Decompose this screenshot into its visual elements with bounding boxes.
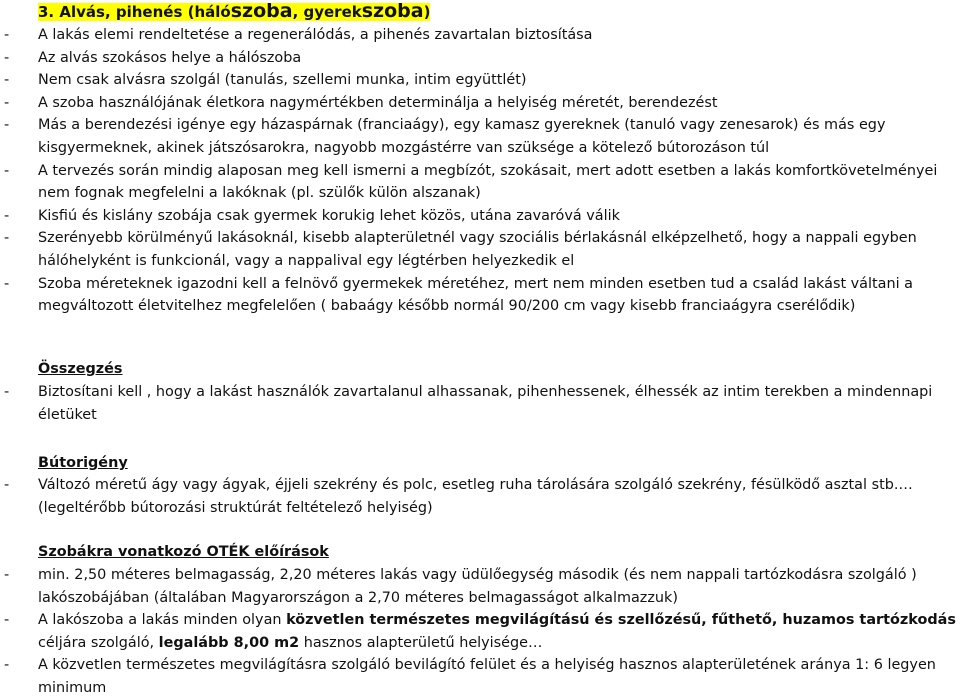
list-item xyxy=(0,69,960,92)
subheading-summary: Összegzés xyxy=(38,361,123,377)
bullet-list-otek xyxy=(0,564,960,700)
dash-bullet: - xyxy=(4,612,10,629)
dash-bullet: - xyxy=(4,117,10,134)
heading-text-4: szoba xyxy=(361,0,424,22)
subheading-otek: Szobákra vonatkozó OTÉK előírások xyxy=(38,544,329,560)
dash-bullet: - xyxy=(4,49,10,66)
bullet-list-furniture xyxy=(0,474,960,519)
list-item-text: A szoba használójának életkora nagymértékben determinálja a helyiség méretét, berendezést xyxy=(38,94,718,111)
heading-text-3: , gyerek xyxy=(292,3,362,21)
list-item-text: A lakás elemi rendeltetése a regenerálódás, a pihenés zavartalan biztosítása xyxy=(38,27,593,43)
heading-text-1: Alvás, pihenés (háló xyxy=(59,3,231,21)
list-item-text: A tervezés során mindig alaposan meg kell ismerni a megbízót, szokásait, mert adott esetben a lakás komfortkövetelményei nem fognak megfelelni a lakóknak (pl. szülők külön alszanak) xyxy=(38,162,938,202)
list-item-text: Kisfiú és kislány szobája csak gyermek korukig lehet közös, utána zavaróvá válik xyxy=(38,207,620,224)
dash-bullet: - xyxy=(4,230,10,247)
bold-text: közvetlen természetes megvilágítású és szellőzésű, fűthető, huzamos tartózkodás xyxy=(286,612,956,629)
heading-text-2: szoba xyxy=(230,0,293,22)
list-item-text: Az alvás szokásos helye a hálószoba xyxy=(38,49,302,66)
dash-bullet: - xyxy=(4,207,10,224)
dash-bullet: - xyxy=(4,94,10,111)
dash-bullet: - xyxy=(4,72,10,89)
list-item-text: Szoba méreteknek igazodni kell a felnövő gyermekek méretéhez, mert nem minden esetben tud a család lakást váltani a megváltozott életvitelhez megfelelően ( babaágy később normál 90/200 cm vagy kisebb franciaágyra cserélődik) xyxy=(38,275,913,315)
list-item xyxy=(0,24,960,47)
list-item xyxy=(0,160,960,205)
list-item xyxy=(0,227,960,272)
list-item xyxy=(0,92,960,115)
dash-bullet: - xyxy=(4,657,10,674)
dash-bullet: - xyxy=(4,384,10,400)
list-item-text: Változó méretű ágy vagy ágyak, éjjeli szekrény és polc, esetleg ruha tárolására szolgáló szekrény, fésülködő asztal stb.… (legeltérőbb bútorozási struktúrát feltételező helyiség) xyxy=(38,477,913,516)
list-item-text: min. 2,50 méteres belmagasság, 2,20 méteres lakás vagy üdülőegység második (és nem nappali tartózkodásra szolgáló ) lakószobájában (általában Magyarországon a 2,70 méteres belmagasságot alkalmazzuk) xyxy=(38,567,917,606)
list-item-text: Más a berendezési igénye egy házaspárnak (franciaágy), egy kamasz gyereknek (tanuló vagy zenesarok) és más egy kisgyermeknek, akinek játszósarokra, nagyobb mozgástérre van szüksége a kötelező bútorozáson túl xyxy=(38,117,886,156)
list-item-text: Biztosítani kell , hogy a lakást használók zavartalanul alhassanak, pihenhessenek, élhessék az intim terekben a mindennapi életüket xyxy=(38,384,933,423)
bold-text: legalább 8,00 m2 xyxy=(158,634,300,651)
list-item xyxy=(0,474,960,519)
list-item-text: Szerényebb körülményű lakásoknál, kisebb alapterületnél vagy szociális bérlakásnál elképzelhető, hogy a nappali egyben hálóhelyként is funkcionál, vagy a nappalival egy légtérben helyezkedik el xyxy=(38,230,917,269)
list-item-text: hasznos alapterületű helyisége… xyxy=(299,634,543,651)
dash-bullet: - xyxy=(4,162,10,179)
list-item xyxy=(0,609,960,654)
dash-bullet: - xyxy=(4,27,10,43)
list-item xyxy=(0,564,960,609)
bullet-list-summary xyxy=(0,381,960,426)
dash-bullet: - xyxy=(4,477,10,493)
dash-bullet: - xyxy=(4,275,10,292)
list-item xyxy=(0,381,960,426)
heading-text-5: ) xyxy=(423,3,431,21)
list-item xyxy=(0,205,960,228)
dash-bullet: - xyxy=(4,567,10,583)
heading-highlight xyxy=(38,0,431,22)
subheading-furniture: Bútorigény xyxy=(38,455,128,471)
list-item-text: A lakószoba a lakás minden olyan xyxy=(38,612,287,629)
list-item xyxy=(0,114,960,159)
list-item xyxy=(0,273,960,318)
list-item-text: céljára szolgáló, xyxy=(38,634,159,651)
bullet-list-intro xyxy=(0,24,960,318)
list-item-text: Nem csak alvásra szolgál (tanulás, szellemi munka, intim együttlét) xyxy=(38,72,527,89)
list-item xyxy=(0,654,960,699)
list-item-text: A közvetlen természetes megvilágításra szolgáló bevilágító felület és a helyiség hasznos alapterületének aránya 1: 6 legyen minimum xyxy=(38,657,936,696)
list-item xyxy=(0,47,960,70)
section-heading xyxy=(38,0,938,23)
heading-number: 3. xyxy=(38,3,55,21)
